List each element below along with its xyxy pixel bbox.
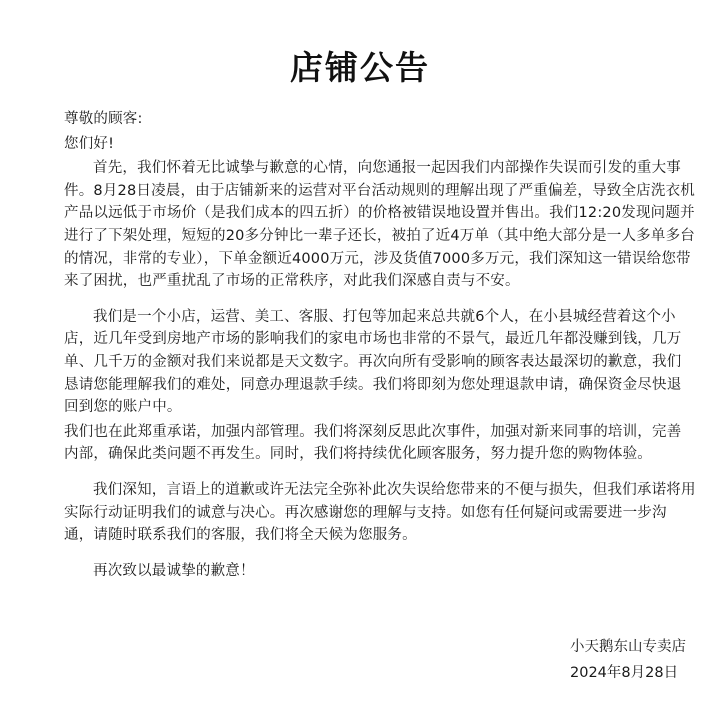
- paragraph-commitment: 我们也在此郑重承诺，加强内部管理。我们将深刻反思此次事件，加强对新来同事的培训，完善内部，确保此类问题不再发生。同时，我们将持续优化顾客服务，努力提升您的购物体验。: [64, 423, 682, 463]
- paragraph-situation: 我们是一个小店，运营、美工、客服、打包等加起来总共就6个人，在小县城经营着这个小店，近几年受到房地产市场的影响我们的家电市场也非常的不景气，最近几年都没赚到钱，几万单、几千万的金额对我们来说都是天文数字。再次向所有受影响的顾客表达最深切的歉意，我们恳请您能理解我们的难处，同意办理退款手续。我们将即刻为您处理退款申请，确保资金尽快退回到您的账户中。: [64, 308, 682, 416]
- notice-date: 2024年8月28日: [570, 665, 679, 681]
- page-title: 店铺公告: [290, 48, 430, 87]
- notice-body: [64, 108, 696, 582]
- greeting: 您们好!: [64, 135, 115, 152]
- signature-block: [570, 634, 686, 686]
- paragraph-apology: 我们深知，言语上的道歉或许无法完全弥补此次失误给您带来的不便与损失，但我们承诺将用实际行动证明我们的诚意与决心。再次感谢您的理解与支持。如您有任何疑问或需要进一步沟通，请随时联系我们的客服，我们将全天候为您服务。: [64, 481, 696, 544]
- salutation: 尊敬的顾客:: [64, 111, 143, 127]
- store-name: 小天鹅东山专卖店: [570, 639, 686, 655]
- paragraph-closing: 再次致以最诚挚的歉意！: [93, 562, 255, 579]
- paragraph-incident: 首先，我们怀着无比诚挚与歉意的心情，向您通报一起因我们内部操作失误而引发的重大事件。8月28日凌晨，由于店铺新来的运营对平台活动规则的理解出现了严重偏差，导致全店洗衣机产品以远低于市场价（是我们成本的四五折）的价格被错误地设置并售出。我们12:20发现问题并进行了下架处理，短短的20多分钟比一辈子还长，被拍了近4万单（其中绝大部分是一人多单多台的情况，非常的专业），下单金额近4000万元，涉及货值7000多万元，我们深知这一错误给您带来了困扰，也严重扰乱了市场的正常秩序，对此我们深感自责与不安。: [64, 160, 695, 290]
